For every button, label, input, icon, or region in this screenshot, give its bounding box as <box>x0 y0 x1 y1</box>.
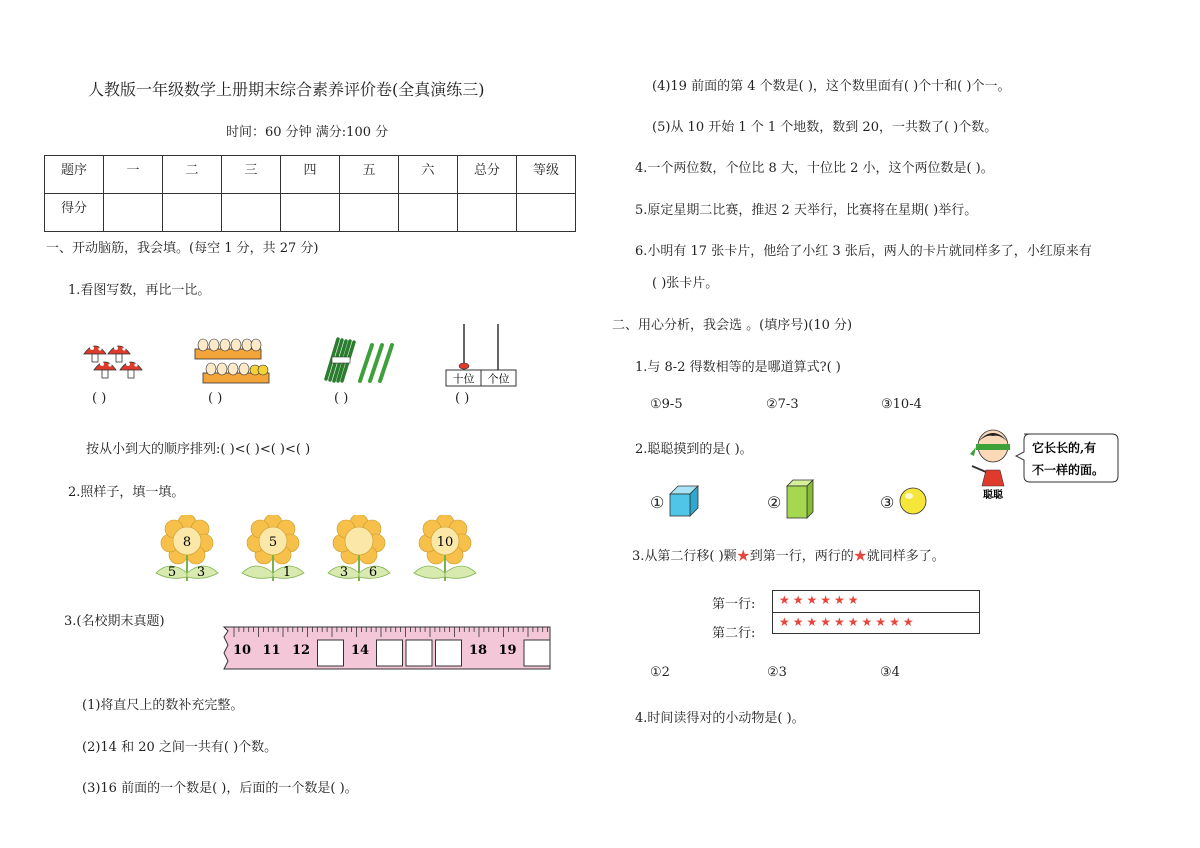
s2-q3-option-1[interactable]: ①2 <box>650 665 670 680</box>
s2-q3-text-c: 就同样多了。 <box>866 549 945 564</box>
score-input-cell[interactable] <box>517 194 576 232</box>
s2-q3-text <box>632 545 945 564</box>
s2-q2-label: 2.聪聪摸到的是( )。 <box>635 442 753 457</box>
ruler <box>220 623 554 673</box>
abacus-picture <box>444 322 518 388</box>
rectangular-prism-icon <box>785 478 815 520</box>
score-input-cell[interactable] <box>340 194 399 232</box>
q1-answer-blank[interactable]: ( ) <box>92 391 107 406</box>
s2-q3-text-b: 到第一行，两行的 <box>749 549 854 564</box>
ruler-number: 14 <box>350 643 370 658</box>
s2-q3-option-2[interactable]: ②3 <box>767 665 787 680</box>
q3-sub-4: (4)19 前面的第 4 个数是( )，这个数里面有( )个十和( )个一。 <box>652 79 1011 94</box>
score-input-cell[interactable] <box>222 194 281 232</box>
star-row-1-label: 第一行: <box>712 597 756 612</box>
score-input-cell[interactable] <box>458 194 517 232</box>
q3-sub-5: (5)从 10 开始 1 个 1 个地数，数到 20，一共数了( )个数。 <box>652 120 998 135</box>
star-row-2-label: 第二行: <box>712 626 756 641</box>
ruler-blank-box[interactable] <box>524 640 550 666</box>
star-row-1: ★★★★★★ <box>779 593 862 607</box>
ruler-blank-box[interactable] <box>377 640 403 666</box>
score-table-cell: 题序 <box>45 156 104 194</box>
sticks-picture <box>322 333 394 387</box>
flower-left-number: 3 <box>339 565 349 580</box>
s2-q2-option-2[interactable]: ② <box>767 493 782 512</box>
ruler-blank-box[interactable] <box>436 640 462 666</box>
score-table-header-row <box>45 156 576 194</box>
flower-right-number: 3 <box>196 565 206 580</box>
blindfolded-kid-illustration <box>968 426 1018 500</box>
q3-label: 3.(名校期末真题) <box>64 614 165 629</box>
score-table-cell: 得分 <box>45 194 104 232</box>
eggs-picture <box>193 333 273 385</box>
ball-icon <box>898 486 928 516</box>
q3-sub-1: (1)将直尺上的数补充完整。 <box>82 698 244 713</box>
flower-top-number: 10 <box>436 535 454 550</box>
score-table-cell: 六 <box>399 156 458 194</box>
q1-label: 1.看图写数，再比一比。 <box>68 283 211 298</box>
flower-left-number: 5 <box>167 565 177 580</box>
abacus-tens-label: 十位 <box>452 372 475 386</box>
score-input-cell[interactable] <box>163 194 222 232</box>
exam-info: 时间：60 分钟 满分:100 分 <box>226 125 389 140</box>
flower-4 <box>408 515 482 583</box>
abacus-ones-label: 个位 <box>487 372 510 386</box>
s2-q4-text: 4.时间读得对的小动物是( )。 <box>635 711 805 726</box>
ruler-number: 11 <box>262 643 281 658</box>
speech-bubble <box>1014 430 1120 486</box>
q3-sub-3: (3)16 前面的一个数是( )，后面的一个数是( )。 <box>82 781 358 796</box>
flower-1 <box>150 515 224 583</box>
s2-q1-label: 1.与 8-2 得数相等的是哪道算式?( ) <box>635 360 841 375</box>
q4-text: 4.一个两位数，个位比 8 大，十位比 2 小，这个两位数是( )。 <box>635 161 994 176</box>
star-icon: ★ <box>853 549 867 564</box>
s2-q2-option-1[interactable]: ① <box>650 493 665 512</box>
page-title: 人教版一年级数学上册期末综合素养评价卷(全真演练三) <box>88 80 485 99</box>
q6-text-line2: ( )张卡片。 <box>652 276 719 291</box>
speech-line-1: 它长长的,有 <box>1032 441 1097 455</box>
s2-q1-option-3[interactable]: ③10-4 <box>881 397 922 412</box>
s2-q1-option-2[interactable]: ②7-3 <box>766 397 799 412</box>
q1-answer-blank[interactable]: ( ) <box>334 391 349 406</box>
ruler-number: 10 <box>232 643 252 658</box>
star-row-2: ★★★★★★★★★★ <box>779 615 917 629</box>
section1-heading: 一、开动脑筋，我会填。(每空 1 分，共 27 分) <box>46 241 319 256</box>
ruler-number: 19 <box>498 643 517 658</box>
score-table-score-row <box>45 194 576 232</box>
s2-q2-option-3[interactable]: ③ <box>880 493 895 512</box>
score-table-cell: 二 <box>163 156 222 194</box>
q6-text-line1: 6.小明有 17 张卡片，他给了小红 3 张后，两人的卡片就同样多了，小红原来有 <box>635 244 1092 259</box>
q5-text: 5.原定星期二比赛，推迟 2 天举行，比赛将在星期( )举行。 <box>635 203 978 218</box>
score-table-cell: 三 <box>222 156 281 194</box>
q1-answer-blank[interactable]: ( ) <box>208 391 223 406</box>
score-table-cell: 等级 <box>517 156 576 194</box>
score-input-cell[interactable] <box>399 194 458 232</box>
score-table-cell: 一 <box>104 156 163 194</box>
cube-icon <box>668 484 700 518</box>
star-icon: ★ <box>736 549 750 564</box>
order-line: 按从小到大的顺序排列:( )<( )<( )<( ) <box>86 442 311 457</box>
score-table-cell: 总分 <box>458 156 517 194</box>
s2-q1-option-1[interactable]: ①9-5 <box>650 397 683 412</box>
ruler-number: 12 <box>291 643 311 658</box>
ruler-number: 18 <box>468 643 488 658</box>
score-table-cell: 五 <box>340 156 399 194</box>
q2-label: 2.照样子，填一填。 <box>68 485 185 500</box>
star-grid <box>772 590 980 634</box>
flower-top-number: 8 <box>182 535 192 550</box>
score-input-cell[interactable] <box>104 194 163 232</box>
section2-heading: 二、用心分析，我会选 。(填序号)(10 分) <box>612 318 853 333</box>
flower-3 <box>322 515 396 583</box>
flower-top-number: 5 <box>268 535 278 550</box>
flower-2 <box>236 515 310 583</box>
s2-q3-option-3[interactable]: ③4 <box>880 665 900 680</box>
q1-answer-blank[interactable]: ( ) <box>455 391 470 406</box>
q3-sub-2: (2)14 和 20 之间一共有( )个数。 <box>82 740 278 755</box>
kid-name: 聪聪 <box>983 490 1003 500</box>
ruler-blank-box[interactable] <box>318 640 344 666</box>
score-table <box>44 155 576 232</box>
flower-right-number: 6 <box>368 565 378 580</box>
s2-q3-text-a: 3.从第二行移( )颗 <box>632 549 737 564</box>
ruler-blank-box[interactable] <box>406 640 432 666</box>
mushrooms-picture <box>80 336 150 384</box>
flower-right-number: 1 <box>282 565 292 580</box>
score-table-cell: 四 <box>281 156 340 194</box>
speech-line-2: 不一样的面。 <box>1032 463 1105 477</box>
score-input-cell[interactable] <box>281 194 340 232</box>
